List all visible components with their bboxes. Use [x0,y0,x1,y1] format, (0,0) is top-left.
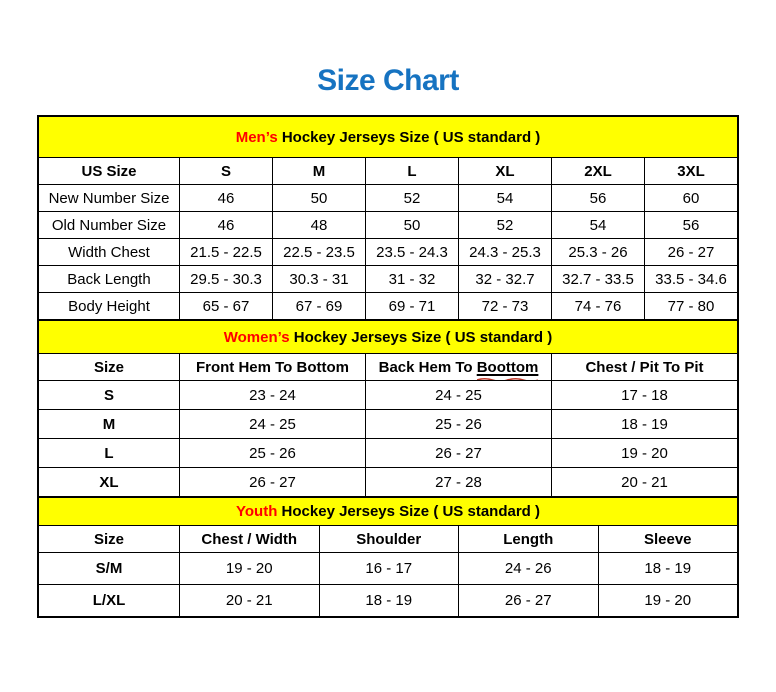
table-row [39,266,738,293]
size-value-cell: 25 - 26 [366,410,552,439]
table-row [39,410,738,439]
size-value-cell: 54 [459,185,552,212]
section-title-highlight: Men’s [235,128,278,146]
youth-section-band [39,498,738,526]
table-row [39,585,738,617]
row-label: New Number Size [39,185,180,212]
table-row [39,212,738,239]
row-label: L [39,439,180,468]
section-title-text: Hockey Jerseys Size ( US standard ) [289,328,553,346]
size-value-cell: 32 - 32.7 [459,266,552,293]
size-value-cell: 54 [552,212,645,239]
womens-section-band [39,321,738,354]
size-value-cell: 23 - 24 [180,381,366,410]
womens-size-table [38,320,738,497]
size-value-cell: 67 - 69 [273,293,366,320]
column-header: Chest / Pit To Pit [552,354,738,381]
section-title-highlight: Women’s [223,328,290,346]
size-value-cell: 18 - 19 [552,410,738,439]
table-row [39,293,738,320]
size-value-cell: 29.5 - 30.3 [180,266,273,293]
size-value-cell: 24 - 26 [459,553,599,585]
row-label: L/XL [39,585,180,617]
column-header: Shoulder [319,526,459,553]
column-header: S [180,158,273,185]
size-value-cell: 26 - 27 [180,468,366,497]
row-label: XL [39,468,180,497]
youth-column-header-row [39,526,738,553]
row-label: Old Number Size [39,212,180,239]
column-header: XL [459,158,552,185]
size-value-cell: 46 [180,185,273,212]
table-row [39,468,738,497]
column-header: Front Hem To Bottom [180,354,366,381]
size-value-cell: 16 - 17 [319,553,459,585]
section-title-highlight: Youth [236,503,278,520]
size-value-cell: 33.5 - 34.6 [645,266,738,293]
womens-column-header-row [39,354,738,381]
size-value-cell: 21.5 - 22.5 [180,239,273,266]
row-label: S/M [39,553,180,585]
size-value-cell: 65 - 67 [180,293,273,320]
column-header: 2XL [552,158,645,185]
youth-size-table [38,497,738,617]
column-header: Size [39,354,180,381]
row-label: M [39,410,180,439]
table-row [39,185,738,212]
youth-section-title [39,498,738,526]
size-value-cell: 26 - 27 [459,585,599,617]
column-header: Length [459,526,599,553]
table-row [39,381,738,410]
size-value-cell: 56 [645,212,738,239]
size-value-cell: 20 - 21 [552,468,738,497]
size-value-cell: 56 [552,185,645,212]
mens-size-table [38,116,738,320]
size-value-cell: 17 - 18 [552,381,738,410]
size-value-cell: 60 [645,185,738,212]
size-value-cell: 32.7 - 33.5 [552,266,645,293]
womens-section-title [39,321,738,354]
column-header: Sleeve [598,526,738,553]
column-header: 3XL [645,158,738,185]
size-value-cell: 50 [273,185,366,212]
size-value-cell: 24.3 - 25.3 [459,239,552,266]
size-value-cell: 20 - 21 [180,585,320,617]
size-value-cell: 74 - 76 [552,293,645,320]
table-row [39,239,738,266]
size-value-cell: 18 - 19 [319,585,459,617]
section-title-text: Hockey Jerseys Size ( US standard ) [277,128,541,146]
size-value-cell: 23.5 - 24.3 [366,239,459,266]
size-value-cell: 19 - 20 [552,439,738,468]
size-value-cell: 31 - 32 [366,266,459,293]
size-value-cell: 19 - 20 [180,553,320,585]
size-value-cell: 25 - 26 [180,439,366,468]
column-header: Chest / Width [180,526,320,553]
size-value-cell: 52 [459,212,552,239]
size-chart-table-container [37,115,739,618]
column-header [366,354,552,381]
size-value-cell: 27 - 28 [366,468,552,497]
table-row [39,439,738,468]
row-label: Back Length [39,266,180,293]
row-label: Width Chest [39,239,180,266]
size-value-cell: 77 - 80 [645,293,738,320]
size-value-cell: 72 - 73 [459,293,552,320]
column-header-text: Back Hem To [378,358,477,376]
size-value-cell: 46 [180,212,273,239]
row-label: Body Height [39,293,180,320]
size-value-cell: 50 [366,212,459,239]
column-header: US Size [39,158,180,185]
size-value-cell: 52 [366,185,459,212]
row-label: S [39,381,180,410]
size-value-cell: 19 - 20 [598,585,738,617]
mens-section-band [39,117,738,158]
size-value-cell: 30.3 - 31 [273,266,366,293]
column-header: Size [39,526,180,553]
size-value-cell: 25.3 - 26 [552,239,645,266]
page-title: Size Chart [317,64,459,97]
column-header: L [366,158,459,185]
mens-column-header-row [39,158,738,185]
size-value-cell: 24 - 25 [180,410,366,439]
column-header: M [273,158,366,185]
misspelled-word: Boottom [477,359,539,376]
size-value-cell: 22.5 - 23.5 [273,239,366,266]
size-value-cell: 24 - 25 [366,381,552,410]
table-row [39,553,738,585]
size-value-cell: 26 - 27 [366,439,552,468]
size-value-cell: 26 - 27 [645,239,738,266]
section-title-text: Hockey Jerseys Size ( US standard ) [277,503,540,520]
size-value-cell: 18 - 19 [598,553,738,585]
size-value-cell: 69 - 71 [366,293,459,320]
size-value-cell: 48 [273,212,366,239]
mens-section-title [39,117,738,158]
